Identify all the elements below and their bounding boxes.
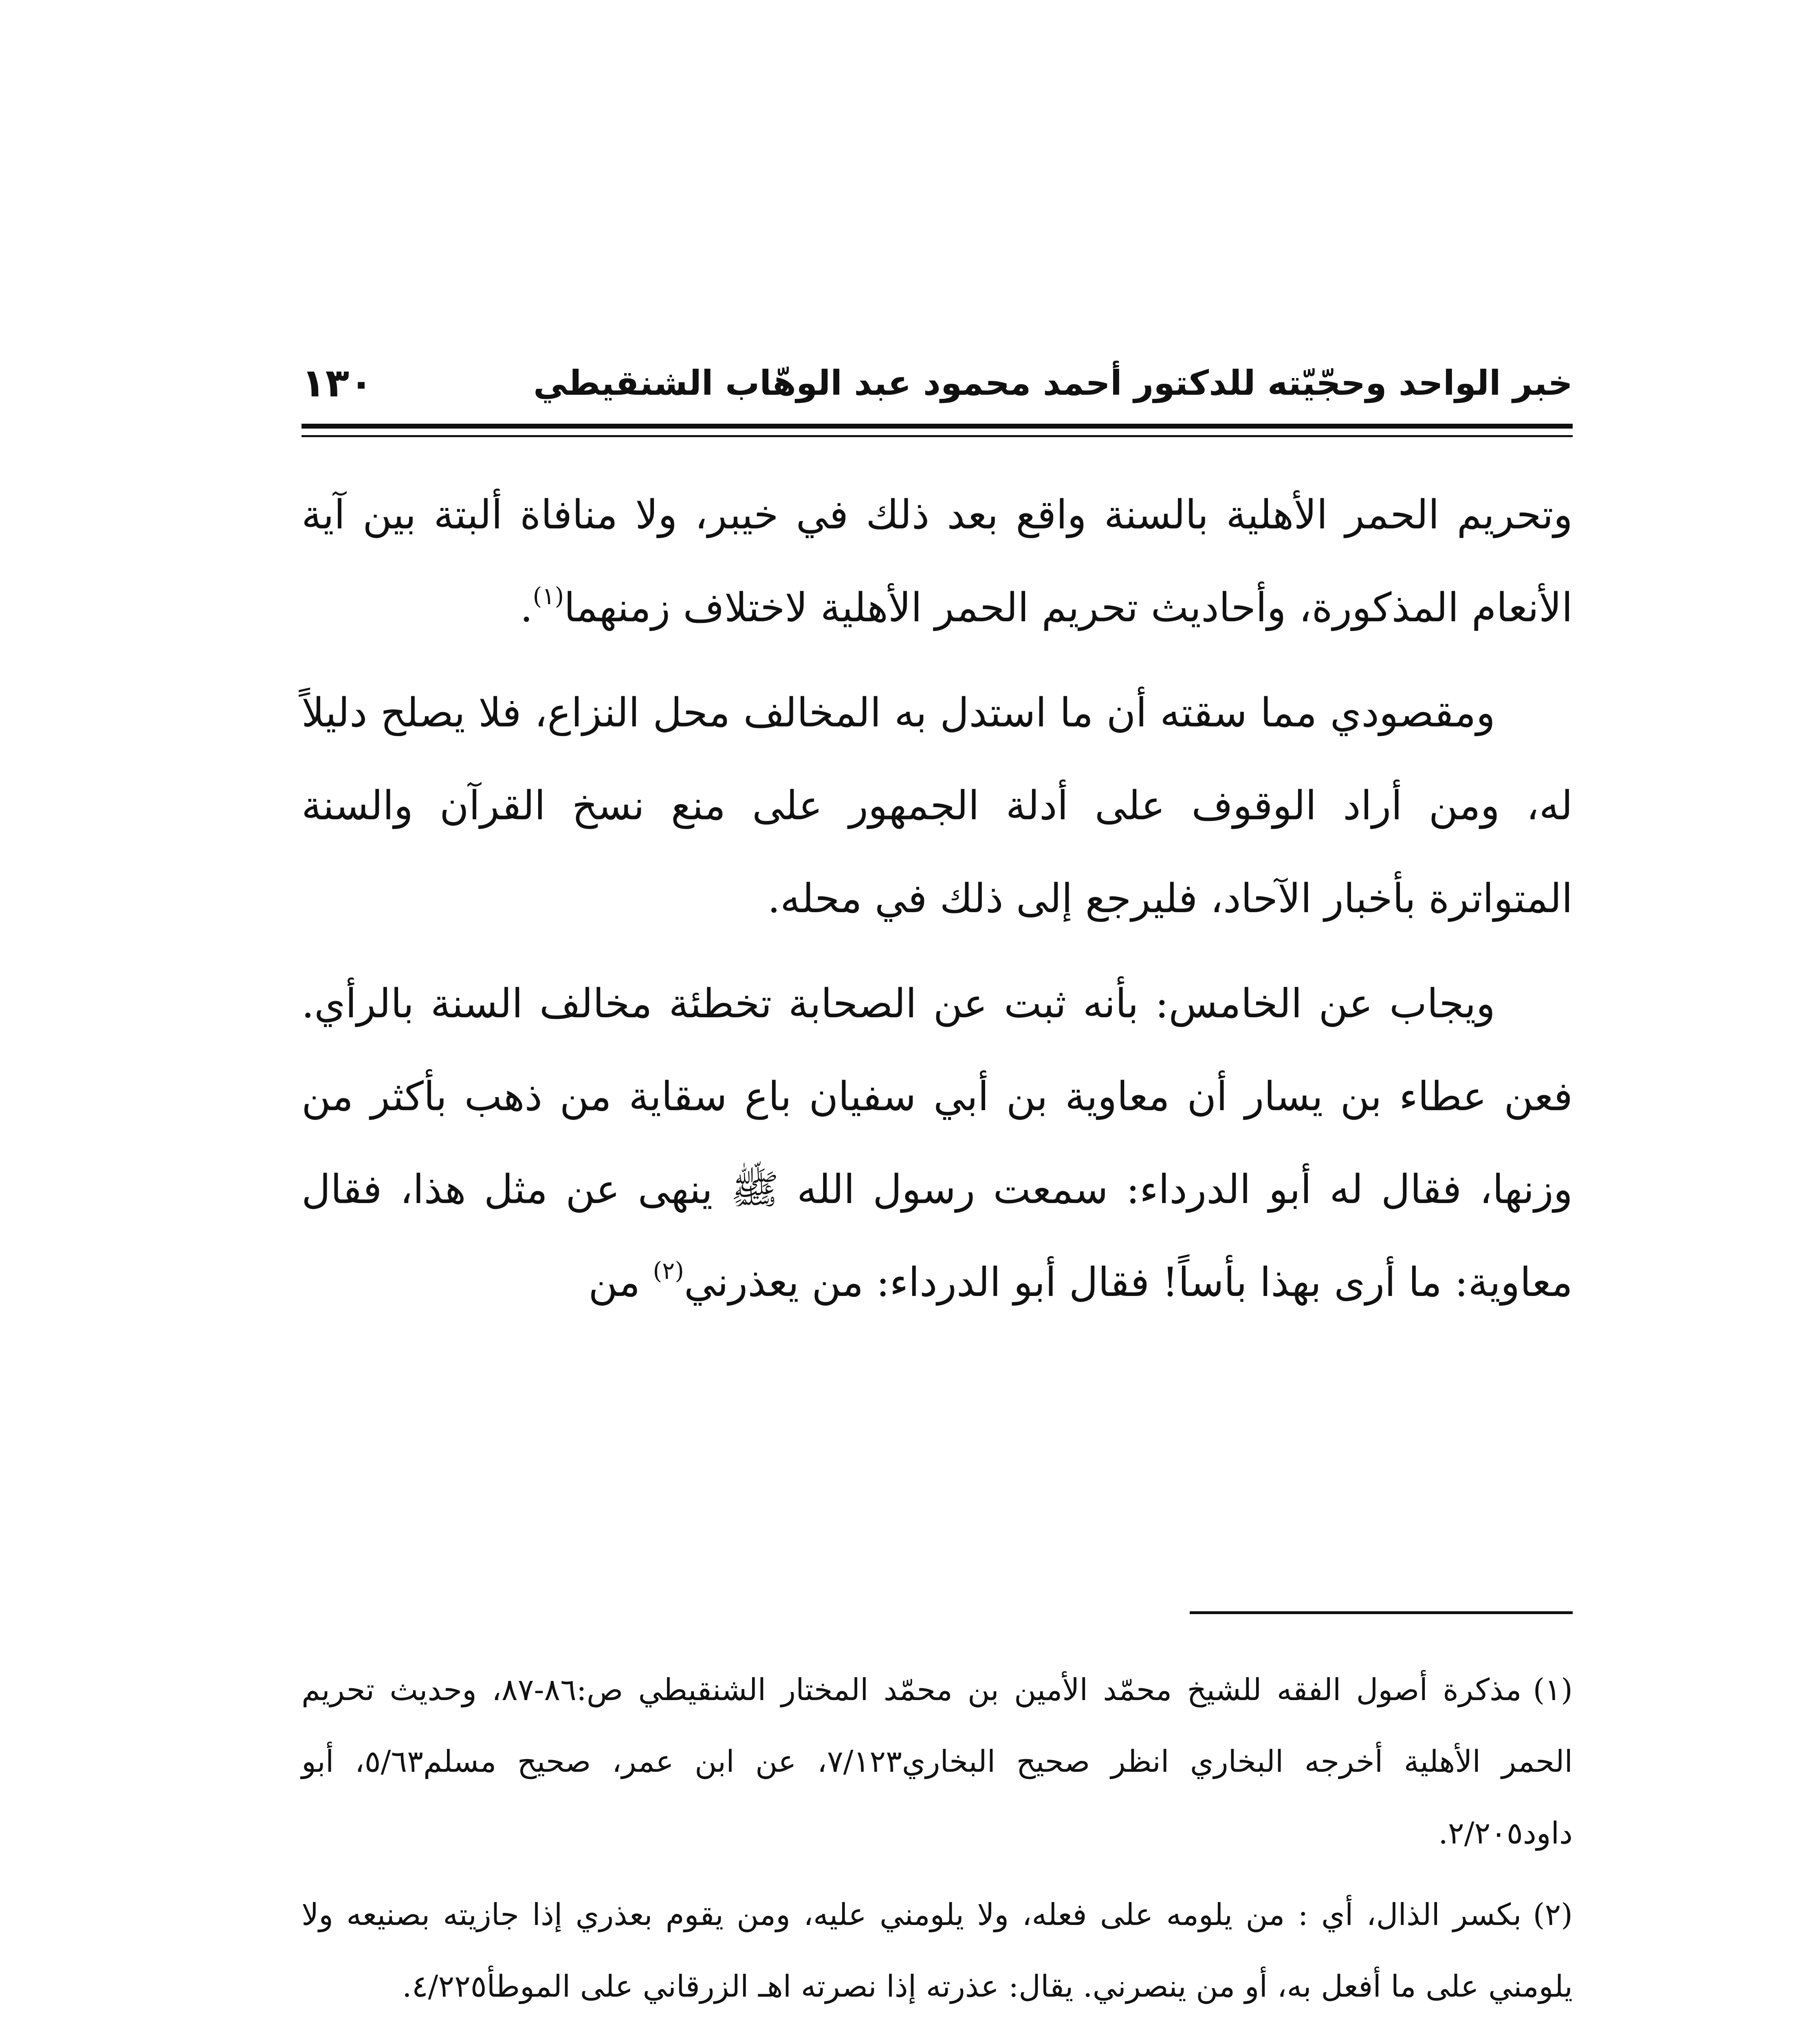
- footnote-ref-1: (١): [533, 582, 564, 610]
- paragraph-1-tail: .: [520, 585, 533, 631]
- paragraph-3-text: ويجاب عن الخامس: بأنه ثبت عن الصحابة تخطئة مخالف السنة بالرأي. فعن عطاء بن يسار أن معاوية بن أبي سفيان باع سقاية من ذهب بأكثر من وزنها، فقال له أبو الدرداء: سمعت رسول الله ﷺ ينهى عن مثل هذا، فقال معاوية: ما أرى بهذا بأساً! فقال أبو الدرداء: من يعذرني: [301, 981, 1573, 1306]
- main-text: [301, 469, 1573, 1341]
- paragraph-3: [301, 957, 1573, 1329]
- footnote-1-number: (١): [1533, 1672, 1573, 1707]
- page-number: ١٣٠: [301, 360, 373, 406]
- footnote-2-text: بكسر الذال، أي : من يلومه على فعله، ولا يلومني عليه، ومن يقوم بعذري إذا جازيته بصنيعه ولا يلومني على ما أفعل به، أو من ينصرني. يقال: عذرته إذا نصرته اهـ الزرقاني على الموطأ٤/٢٢٥.: [301, 1897, 1573, 2004]
- page-header: [301, 354, 1573, 420]
- footnote-1: [301, 1654, 1573, 1869]
- running-title: خبر الواحد وحجّيّته للدكتور أحمد محمود عبد الوهّاب الشنقيطي: [533, 363, 1573, 403]
- paragraph-3-continuation: من: [588, 1259, 653, 1306]
- paragraph-2: [301, 667, 1573, 945]
- footnote-separator: [1190, 1611, 1573, 1614]
- paragraph-1: [301, 469, 1573, 654]
- footnote-2: [301, 1879, 1573, 2022]
- footnote-ref-2: (٢): [653, 1257, 684, 1285]
- paragraph-2-text: ومقصودي مما سقته أن ما استدل به المخالف محل النزاع، فلا يصلح دليلاً له، ومن أراد الوقوف على أدلة الجمهور على منع نسخ القرآن والسنة المتواترة بأخبار الآحاد، فليرجع إلى ذلك في محله.: [301, 690, 1573, 922]
- footnote-1-text: مذكرة أصول الفقه للشيخ محمّد الأمين بن محمّد المختار الشنقيطي ص:٨٦-٨٧، وحديث تحريم الحمر الأهلية أخرجه البخاري انظر صحيح البخاري٧/١٢٣، عن ابن عمر، صحيح مسلم٥/٦٣، أبو داود٢/٢٠٥.: [301, 1672, 1573, 1851]
- header-rule-thin: [301, 435, 1573, 437]
- footnotes: [301, 1654, 1573, 2032]
- header-rule-thick: [301, 424, 1573, 429]
- paragraph-1-text: وتحريم الحمر الأهلية بالسنة واقع بعد ذلك في خيبر، ولا منافاة ألبتة بين آية الأنعام المذكورة، وأحاديث تحريم الحمر الأهلية لاختلاف زمنهما: [301, 492, 1573, 631]
- footnote-2-number: (٢): [1533, 1897, 1573, 1932]
